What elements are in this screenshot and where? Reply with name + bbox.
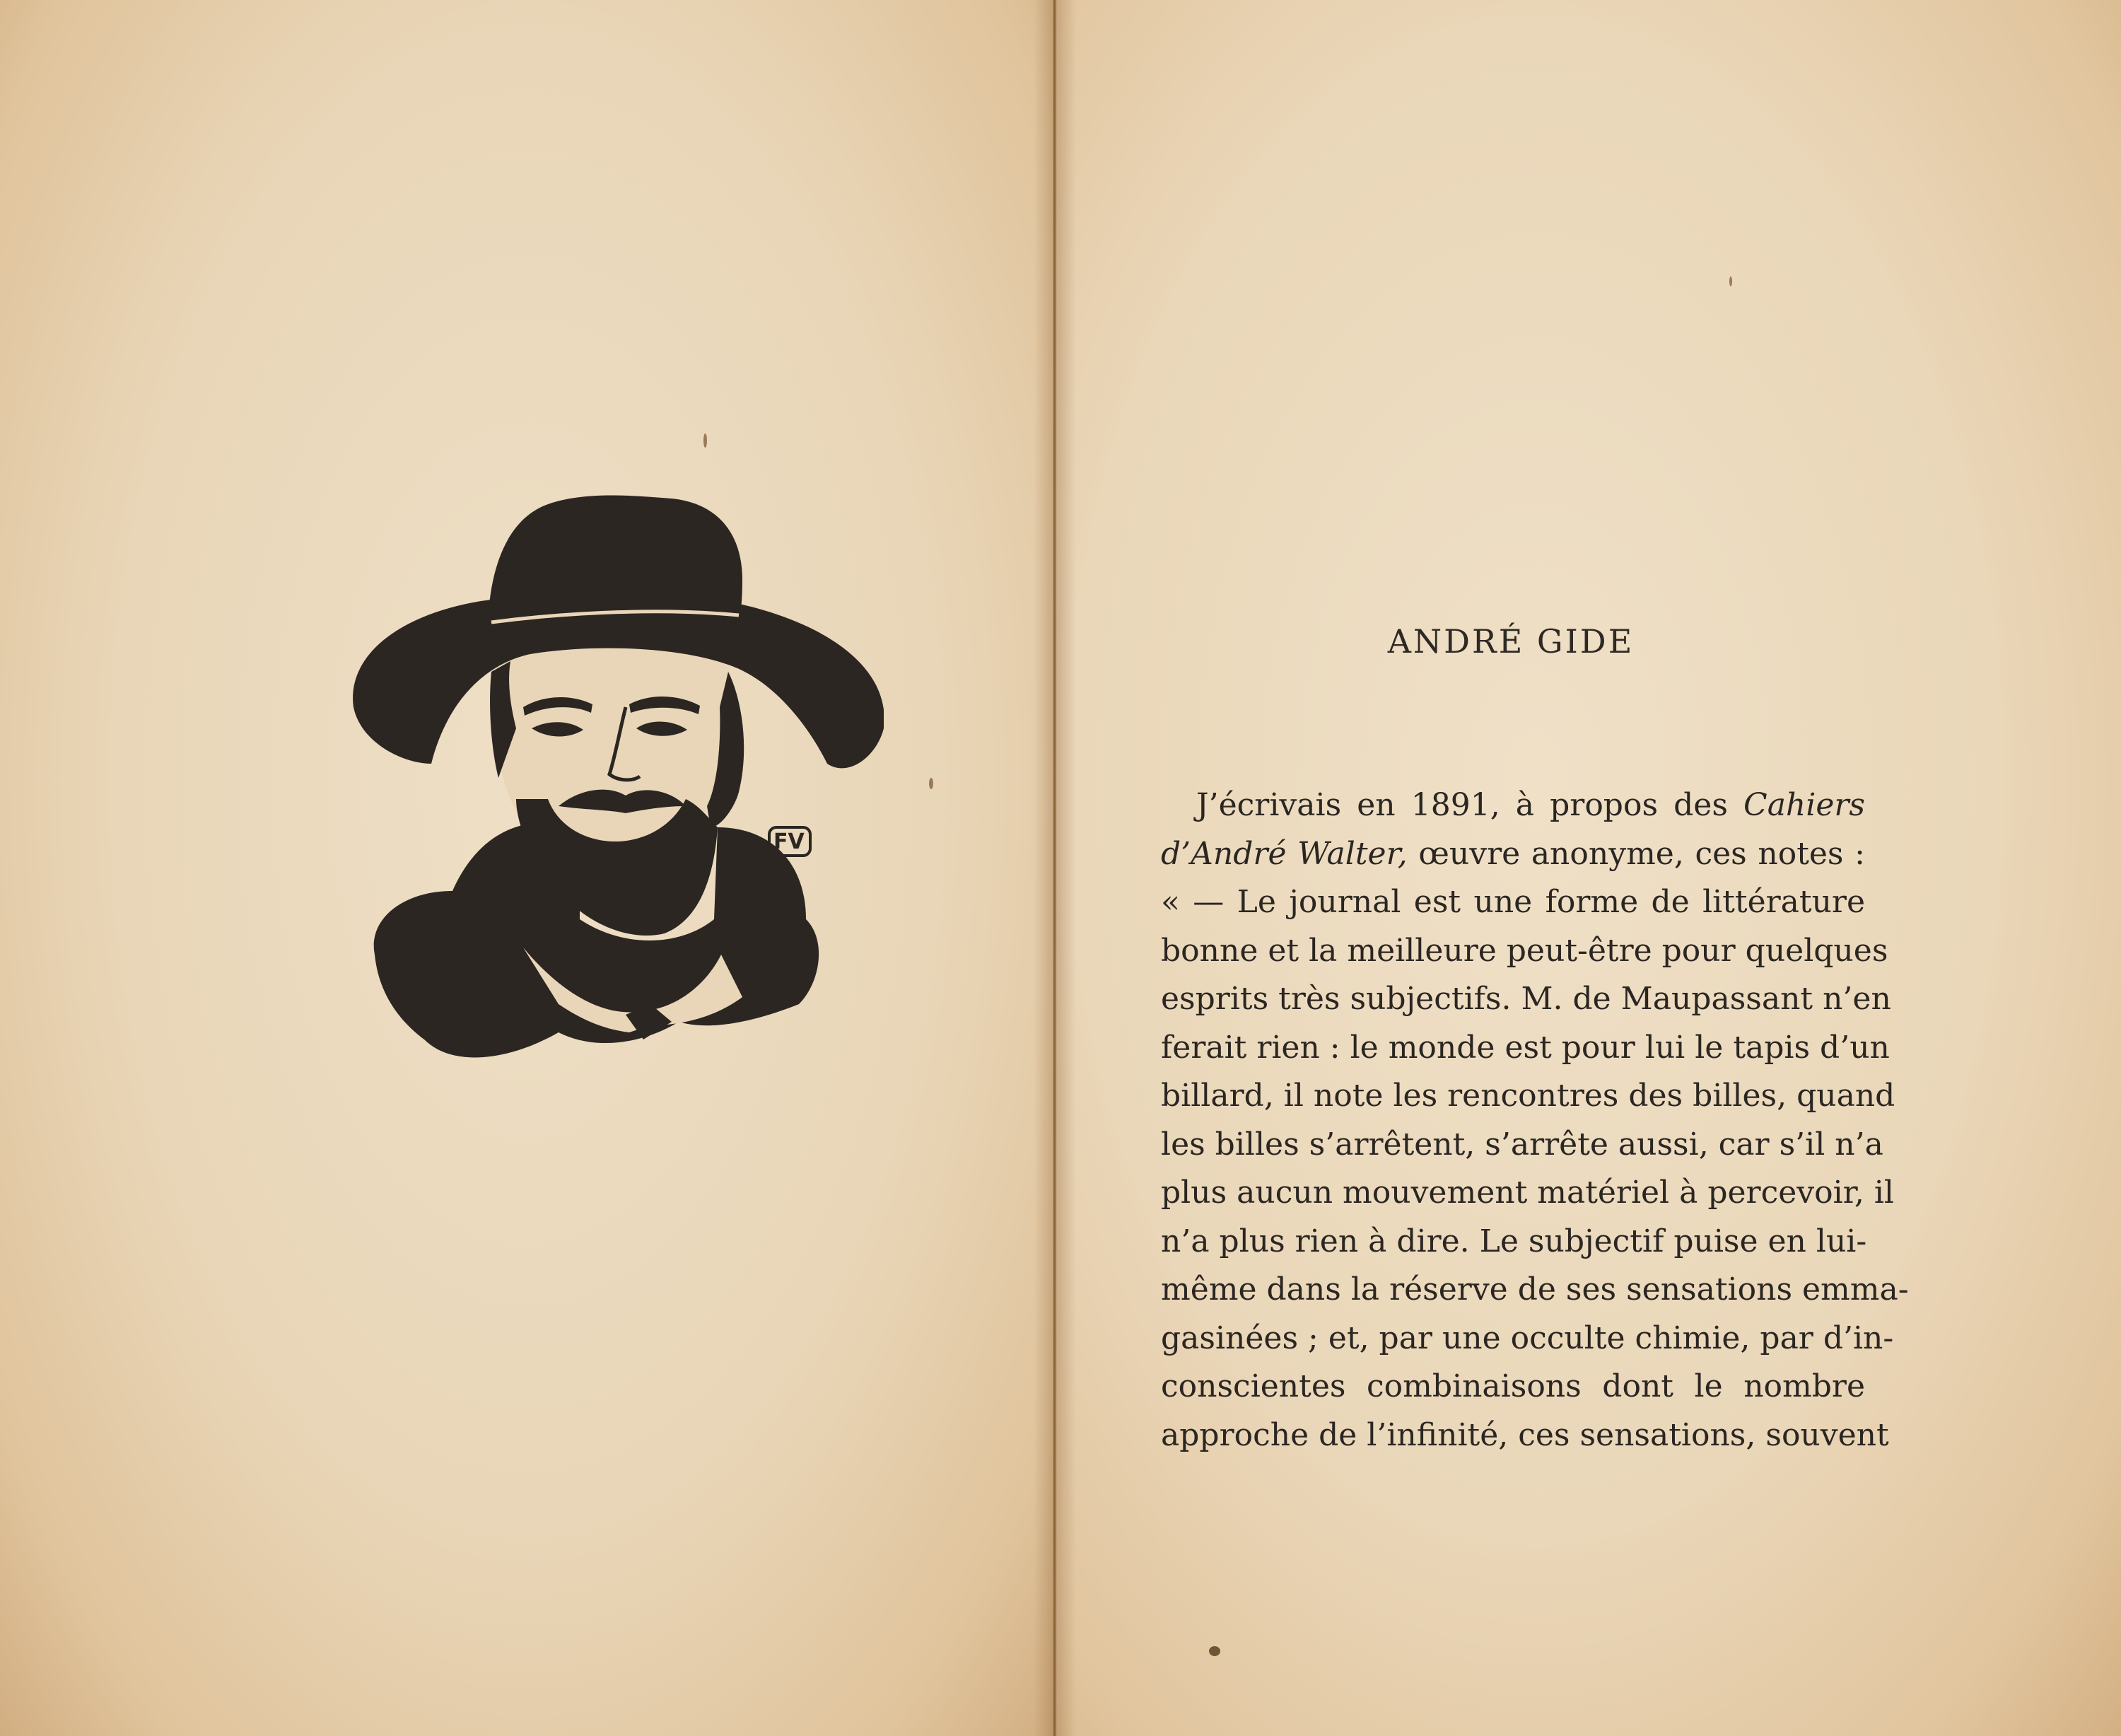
portrait-illustration: [346, 495, 884, 1089]
text-run: les billes s’arrêtent, s’arrête aussi, car s’il n’a: [1161, 1126, 1883, 1163]
text-line: [1161, 1121, 1883, 1170]
text-run: J’écrivais en 1891, à propos des: [1196, 787, 1744, 823]
text-line: [1161, 927, 1888, 976]
text-line: [1161, 1218, 1865, 1266]
italic-text: d’André Walter,: [1161, 835, 1408, 872]
text-run: n’a plus rien à dire. Le subjectif puise en lui-: [1161, 1223, 1867, 1259]
body-text: [1161, 781, 1909, 1460]
text-line: [1161, 975, 1891, 1024]
text-line: [1161, 878, 1865, 927]
text-run: billard, il note les rencontres des billes, quand: [1161, 1078, 1895, 1114]
paper-speck: [1209, 1646, 1220, 1656]
monogram-text: FV: [773, 829, 805, 854]
text-line: [1161, 1363, 1865, 1411]
paper-speck: [703, 433, 707, 448]
text-run: esprits très subjectifs. M. de Maupassant n’en: [1161, 981, 1891, 1017]
gutter-fold: [1053, 0, 1056, 1736]
text-line: [1161, 781, 1865, 830]
text-run: ferait rien : le monde est pour lui le tapis d’un: [1161, 1029, 1890, 1066]
text-run: œuvre anonyme, ces notes :: [1407, 835, 1865, 872]
text-line: [1161, 830, 1865, 879]
text-run: « — Le journal est une forme de littérature: [1161, 884, 1865, 920]
page-title: ANDRÉ GIDE: [1387, 622, 1635, 660]
text-line: [1161, 1024, 1890, 1073]
text-line: [1161, 1266, 1909, 1315]
text-run: plus aucun mouvement matériel à percevoir, il: [1161, 1175, 1894, 1211]
text-line: [1161, 1072, 1895, 1121]
text-run: approche de l’infinité, ces sensations, souvent: [1161, 1416, 1889, 1453]
italic-text: Cahiers: [1743, 787, 1865, 823]
portrait-woodcut: [346, 495, 884, 1089]
text-line: [1161, 1315, 1894, 1363]
left-page: [0, 0, 1055, 1736]
monogram-stamp: [769, 827, 810, 856]
text-run: gasinées ; et, par une occulte chimie, par d’in-: [1161, 1320, 1894, 1356]
paper-speck: [929, 778, 933, 789]
paper-speck: [1729, 276, 1732, 286]
text-run: bonne et la meilleure peut-être pour quelques: [1161, 932, 1888, 969]
text-line: [1161, 1169, 1894, 1218]
text-run: même dans la réserve de ses sensations emma-: [1161, 1271, 1909, 1307]
text-line: [1161, 1411, 1889, 1460]
portrait-hat-crown: [488, 496, 742, 643]
text-run: conscientes combinaisons dont le nombre: [1161, 1368, 1865, 1404]
